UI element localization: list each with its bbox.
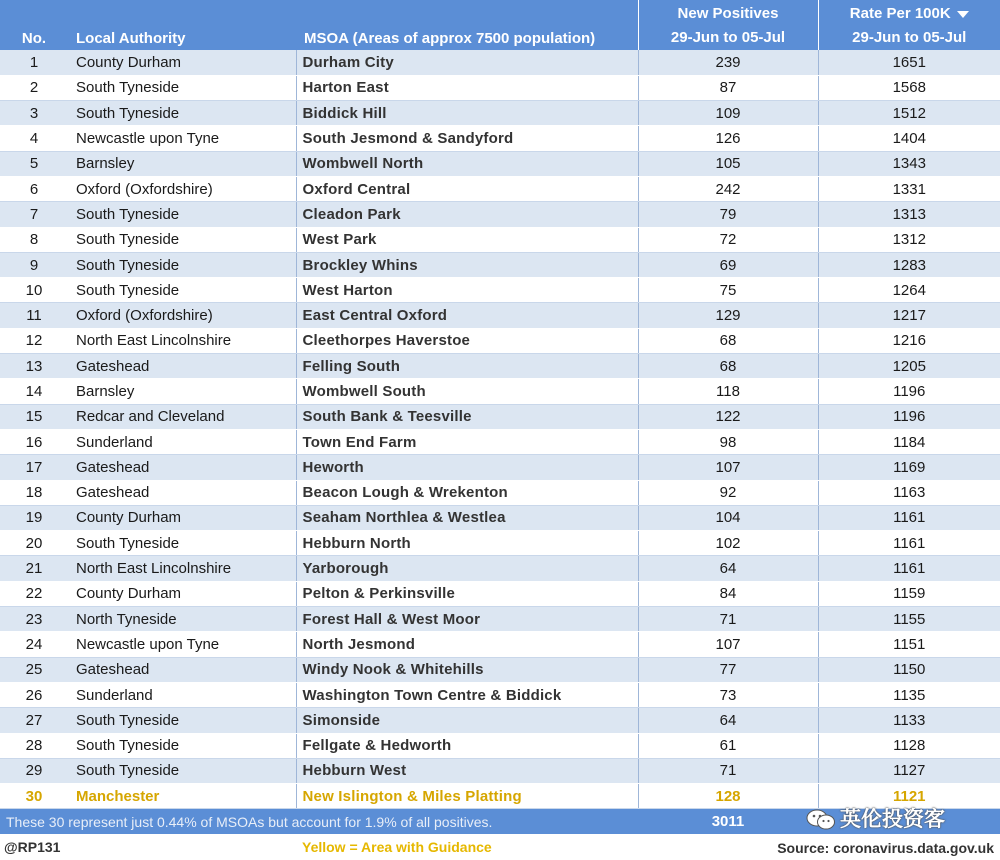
row-number: 1 xyxy=(0,50,68,75)
row-rate: 1216 xyxy=(818,328,1000,353)
row-msoa: Hebburn North xyxy=(296,531,638,556)
watermark xyxy=(806,803,945,829)
row-local-authority: Manchester xyxy=(68,784,296,809)
row-new-positives: 71 xyxy=(638,607,818,632)
row-msoa: Cleadon Park xyxy=(296,202,638,227)
row-new-positives: 71 xyxy=(638,758,818,783)
row-number: 10 xyxy=(0,278,68,303)
row-rate: 1343 xyxy=(818,151,1000,176)
table-row[interactable] xyxy=(0,126,1000,151)
row-rate: 1121 xyxy=(818,784,1000,809)
col-header-msoa[interactable]: MSOA (Areas of approx 7500 population) xyxy=(296,0,638,50)
new-positives-label: New Positives xyxy=(677,5,779,22)
row-number: 6 xyxy=(0,176,68,201)
table-body xyxy=(0,50,1000,834)
col-header-rate[interactable] xyxy=(818,0,1000,50)
row-local-authority: South Tyneside xyxy=(68,708,296,733)
footer xyxy=(0,836,1000,860)
row-local-authority: County Durham xyxy=(68,505,296,530)
row-rate: 1135 xyxy=(818,682,1000,707)
table-row[interactable] xyxy=(0,429,1000,454)
row-rate: 1196 xyxy=(818,404,1000,429)
table-row[interactable] xyxy=(0,101,1000,126)
row-msoa: Yarborough xyxy=(296,556,638,581)
row-rate: 1151 xyxy=(818,632,1000,657)
row-new-positives: 109 xyxy=(638,101,818,126)
row-number: 26 xyxy=(0,682,68,707)
table-row[interactable] xyxy=(0,531,1000,556)
row-rate: 1196 xyxy=(818,379,1000,404)
row-number: 8 xyxy=(0,227,68,252)
row-msoa: Forest Hall & West Moor xyxy=(296,607,638,632)
row-number: 17 xyxy=(0,455,68,480)
row-number: 14 xyxy=(0,379,68,404)
row-new-positives: 98 xyxy=(638,429,818,454)
row-rate: 1283 xyxy=(818,252,1000,277)
row-new-positives: 107 xyxy=(638,632,818,657)
row-msoa: West Harton xyxy=(296,278,638,303)
row-number: 13 xyxy=(0,354,68,379)
row-local-authority: South Tyneside xyxy=(68,252,296,277)
table-row[interactable] xyxy=(0,455,1000,480)
row-local-authority: South Tyneside xyxy=(68,758,296,783)
table-row[interactable] xyxy=(0,303,1000,328)
row-new-positives: 242 xyxy=(638,176,818,201)
table-row[interactable] xyxy=(0,227,1000,252)
row-local-authority: North Tyneside xyxy=(68,607,296,632)
row-number: 25 xyxy=(0,657,68,682)
row-local-authority: South Tyneside xyxy=(68,733,296,758)
table-row[interactable] xyxy=(0,151,1000,176)
table-row[interactable] xyxy=(0,682,1000,707)
source-note: Source: coronavirus.data.gov.uk xyxy=(777,840,994,856)
row-number: 21 xyxy=(0,556,68,581)
row-msoa: Beacon Lough & Wrekenton xyxy=(296,480,638,505)
row-number: 19 xyxy=(0,505,68,530)
row-rate: 1161 xyxy=(818,531,1000,556)
row-rate: 1150 xyxy=(818,657,1000,682)
row-new-positives: 87 xyxy=(638,75,818,100)
row-msoa: South Bank & Teesville xyxy=(296,404,638,429)
row-msoa: Oxford Central xyxy=(296,176,638,201)
row-msoa: West Park xyxy=(296,227,638,252)
sort-descending-icon[interactable] xyxy=(957,11,969,18)
new-positives-period: 29-Jun to 05-Jul xyxy=(670,29,786,46)
row-rate: 1217 xyxy=(818,303,1000,328)
row-number: 7 xyxy=(0,202,68,227)
row-msoa: Windy Nook & Whitehills xyxy=(296,657,638,682)
row-new-positives: 107 xyxy=(638,455,818,480)
col-header-local-authority[interactable]: Local Authority xyxy=(68,0,296,50)
row-msoa: Biddick Hill xyxy=(296,101,638,126)
row-rate: 1159 xyxy=(818,581,1000,606)
row-number: 29 xyxy=(0,758,68,783)
row-new-positives: 64 xyxy=(638,708,818,733)
wechat-icon xyxy=(806,809,836,831)
row-local-authority: Barnsley xyxy=(68,379,296,404)
row-rate: 1331 xyxy=(818,176,1000,201)
row-number: 2 xyxy=(0,75,68,100)
row-rate: 1205 xyxy=(818,354,1000,379)
row-new-positives: 79 xyxy=(638,202,818,227)
table-row[interactable] xyxy=(0,657,1000,682)
row-rate: 1163 xyxy=(818,480,1000,505)
row-new-positives: 129 xyxy=(638,303,818,328)
row-number: 24 xyxy=(0,632,68,657)
row-new-positives: 68 xyxy=(638,328,818,353)
row-new-positives: 118 xyxy=(638,379,818,404)
table-row[interactable] xyxy=(0,278,1000,303)
row-rate: 1568 xyxy=(818,75,1000,100)
table-row[interactable] xyxy=(0,252,1000,277)
row-local-authority: Oxford (Oxfordshire) xyxy=(68,176,296,201)
row-new-positives: 68 xyxy=(638,354,818,379)
row-msoa: Simonside xyxy=(296,708,638,733)
table-row[interactable] xyxy=(0,176,1000,201)
row-number: 5 xyxy=(0,151,68,176)
row-msoa: Seaham Northlea & Westlea xyxy=(296,505,638,530)
row-local-authority: South Tyneside xyxy=(68,101,296,126)
row-msoa: Durham City xyxy=(296,50,638,75)
row-number: 28 xyxy=(0,733,68,758)
row-new-positives: 77 xyxy=(638,657,818,682)
table-row[interactable] xyxy=(0,556,1000,581)
rate-label: Rate Per 100K xyxy=(849,5,951,22)
row-new-positives: 73 xyxy=(638,682,818,707)
row-msoa: East Central Oxford xyxy=(296,303,638,328)
row-local-authority: North East Lincolnshire xyxy=(68,556,296,581)
row-number: 22 xyxy=(0,581,68,606)
row-local-authority: Newcastle upon Tyne xyxy=(68,126,296,151)
row-rate: 1512 xyxy=(818,101,1000,126)
row-number: 27 xyxy=(0,708,68,733)
row-new-positives: 122 xyxy=(638,404,818,429)
row-msoa: Washington Town Centre & Biddick xyxy=(296,682,638,707)
row-local-authority: South Tyneside xyxy=(68,278,296,303)
table-row[interactable] xyxy=(0,581,1000,606)
row-local-authority: Gateshead xyxy=(68,455,296,480)
author-handle: @RP131 xyxy=(4,839,61,855)
row-new-positives: 105 xyxy=(638,151,818,176)
row-msoa: Harton East xyxy=(296,75,638,100)
row-new-positives: 92 xyxy=(638,480,818,505)
row-new-positives: 61 xyxy=(638,733,818,758)
row-local-authority: Oxford (Oxfordshire) xyxy=(68,303,296,328)
row-rate: 1161 xyxy=(818,505,1000,530)
table-row[interactable] xyxy=(0,758,1000,783)
summary-total: 3011 xyxy=(638,809,818,834)
table-row[interactable] xyxy=(0,607,1000,632)
row-rate: 1155 xyxy=(818,607,1000,632)
row-rate: 1161 xyxy=(818,556,1000,581)
row-msoa: Fellgate & Hedworth xyxy=(296,733,638,758)
row-local-authority: South Tyneside xyxy=(68,531,296,556)
row-rate: 1264 xyxy=(818,278,1000,303)
row-msoa: Wombwell South xyxy=(296,379,638,404)
row-msoa: Town End Farm xyxy=(296,429,638,454)
table-row[interactable] xyxy=(0,708,1000,733)
table-row[interactable] xyxy=(0,733,1000,758)
row-new-positives: 102 xyxy=(638,531,818,556)
row-new-positives: 84 xyxy=(638,581,818,606)
row-rate: 1184 xyxy=(818,429,1000,454)
row-rate: 1312 xyxy=(818,227,1000,252)
row-new-positives: 69 xyxy=(638,252,818,277)
header-row xyxy=(0,0,1000,50)
row-number: 9 xyxy=(0,252,68,277)
row-local-authority: North East Lincolnshire xyxy=(68,328,296,353)
row-msoa: New Islington & Miles Platting xyxy=(296,784,638,809)
row-new-positives: 239 xyxy=(638,50,818,75)
row-local-authority: County Durham xyxy=(68,50,296,75)
row-msoa: Hebburn West xyxy=(296,758,638,783)
row-msoa: Brockley Whins xyxy=(296,252,638,277)
table-row[interactable] xyxy=(0,328,1000,353)
table-row[interactable] xyxy=(0,202,1000,227)
table-row[interactable] xyxy=(0,480,1000,505)
row-local-authority: Gateshead xyxy=(68,480,296,505)
row-number: 15 xyxy=(0,404,68,429)
row-local-authority: County Durham xyxy=(68,581,296,606)
row-rate: 1133 xyxy=(818,708,1000,733)
table-row[interactable] xyxy=(0,50,1000,75)
row-local-authority: Gateshead xyxy=(68,354,296,379)
row-new-positives: 126 xyxy=(638,126,818,151)
highlight-legend: Yellow = Area with Guidance xyxy=(302,839,492,855)
row-rate: 1127 xyxy=(818,758,1000,783)
row-number: 12 xyxy=(0,328,68,353)
row-msoa: Heworth xyxy=(296,455,638,480)
row-msoa: Wombwell North xyxy=(296,151,638,176)
table-row[interactable] xyxy=(0,505,1000,530)
row-new-positives: 104 xyxy=(638,505,818,530)
row-local-authority: Redcar and Cleveland xyxy=(68,404,296,429)
table-row[interactable] xyxy=(0,632,1000,657)
row-local-authority: South Tyneside xyxy=(68,227,296,252)
row-msoa: Pelton & Perkinsville xyxy=(296,581,638,606)
row-local-authority: Sunderland xyxy=(68,429,296,454)
row-rate: 1404 xyxy=(818,126,1000,151)
row-local-authority: Gateshead xyxy=(68,657,296,682)
row-local-authority: South Tyneside xyxy=(68,202,296,227)
row-rate: 1651 xyxy=(818,50,1000,75)
row-number: 18 xyxy=(0,480,68,505)
row-rate: 1313 xyxy=(818,202,1000,227)
rate-label-wrap xyxy=(819,2,1000,26)
row-number: 16 xyxy=(0,429,68,454)
table-row[interactable] xyxy=(0,379,1000,404)
col-header-new-positives[interactable] xyxy=(638,0,818,50)
row-msoa: South Jesmond & Sandyford xyxy=(296,126,638,151)
rate-period: 29-Jun to 05-Jul xyxy=(852,29,967,46)
summary-text: These 30 represent just 0.44% of MSOAs but account for 1.9% of all positives. xyxy=(0,809,638,834)
row-number: 23 xyxy=(0,607,68,632)
row-new-positives: 64 xyxy=(638,556,818,581)
row-new-positives: 72 xyxy=(638,227,818,252)
table-row[interactable] xyxy=(0,404,1000,429)
row-msoa: Felling South xyxy=(296,354,638,379)
row-number: 3 xyxy=(0,101,68,126)
table-row[interactable] xyxy=(0,75,1000,100)
row-local-authority: Newcastle upon Tyne xyxy=(68,632,296,657)
row-rate: 1169 xyxy=(818,455,1000,480)
row-number: 11 xyxy=(0,303,68,328)
row-local-authority: South Tyneside xyxy=(68,75,296,100)
row-new-positives: 128 xyxy=(638,784,818,809)
row-rate: 1128 xyxy=(818,733,1000,758)
row-number: 30 xyxy=(0,784,68,809)
row-number: 20 xyxy=(0,531,68,556)
watermark-text: 英伦投资客 xyxy=(840,807,945,831)
row-msoa: North Jesmond xyxy=(296,632,638,657)
row-number: 4 xyxy=(0,126,68,151)
row-new-positives: 75 xyxy=(638,278,818,303)
row-local-authority: Barnsley xyxy=(68,151,296,176)
table-row[interactable] xyxy=(0,354,1000,379)
row-msoa: Cleethorpes Haverstoe xyxy=(296,328,638,353)
row-local-authority: Sunderland xyxy=(68,682,296,707)
col-header-no[interactable]: No. xyxy=(0,0,68,50)
